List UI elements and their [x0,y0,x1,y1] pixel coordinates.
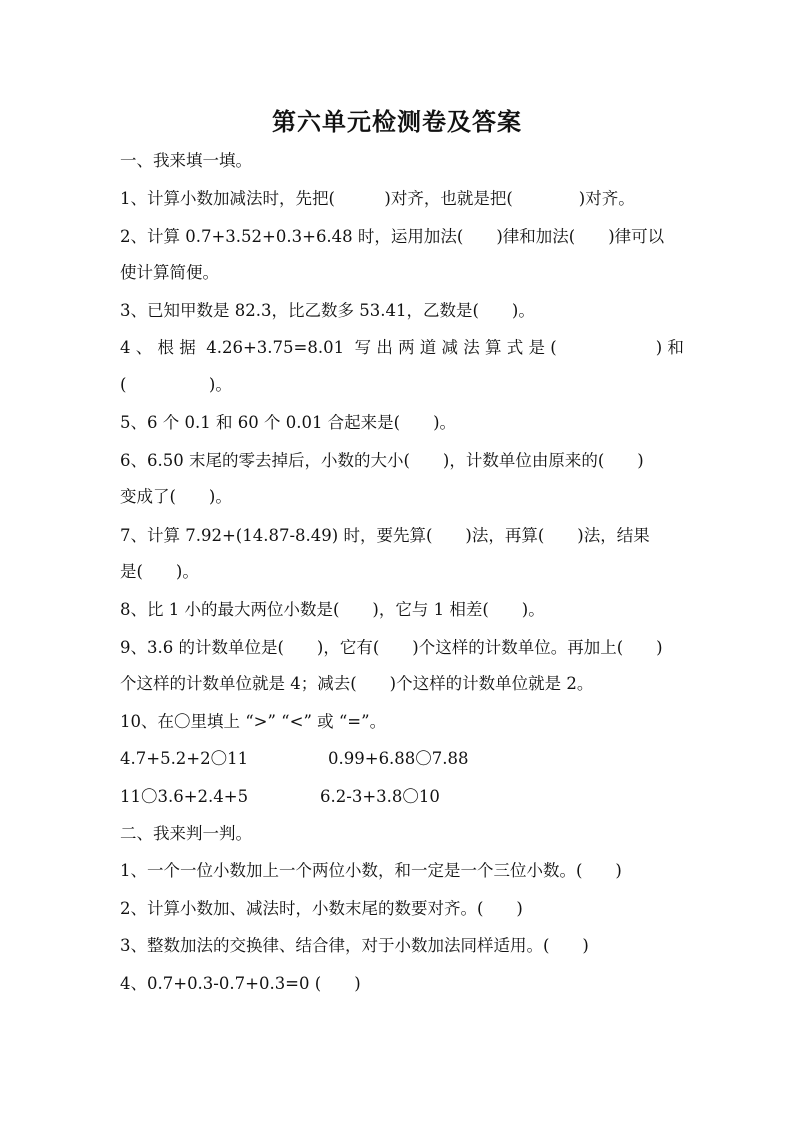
question-2-line2: 使计算简便。 [120,263,219,282]
question-9-line2: 个这样的计数单位就是 4；减去( )个这样的计数单位就是 2。 [120,674,594,693]
question-3: 3、已知甲数是 82.3，比乙数多 53.41，乙数是( )。 [120,301,535,320]
question-4-line2: ( )。 [120,375,232,394]
question-1: 1、计算小数加减法时，先把( )对齐，也就是把( )对齐。 [120,189,635,208]
question-7-line1: 7、计算 7.92+(14.87-8.49) 时，要先算( )法，再算( )法，结果 [120,526,650,545]
judge-3: 3、整数加法的交换律、结合律，对于小数加法同样适用。( ) [120,936,589,955]
question-9-line1: 9、3.6 的计数单位是( )，它有( )个这样的计数单位。再加上( ) [120,638,663,657]
question-6-line1: 6、6.50 末尾的零去掉后，小数的大小( )，计数单位由原来的( ) [120,451,644,470]
compare-item-4: 6.2-3+3.8〇10 [320,787,440,806]
question-5: 5、6 个 0.1 和 60 个 0.01 合起来是( )。 [120,413,457,432]
compare-item-1: 4.7+5.2+2〇11 [120,749,249,768]
section1-heading: 一、我来填一填。 [120,151,252,170]
judge-1: 1、一个一位小数加上一个两位小数，和一定是一个三位小数。( ) [120,861,622,880]
question-4-line1: 4 、 根 据 4.26+3.75=8.01 写 出 两 道 减 法 算 式 是 ( ) 和 [120,338,684,357]
judge-4: 4、0.7+0.3-0.7+0.3=0 ( ) [120,974,361,993]
compare-item-2: 0.99+6.88〇7.88 [328,749,469,768]
page-title: 第六单元检测卷及答案 [272,108,522,136]
question-10: 10、在〇里填上 “>” “<” 或 “=”。 [120,712,387,731]
compare-item-3: 11〇3.6+2.4+5 [120,787,249,806]
judge-2: 2、计算小数加、减法时，小数末尾的数要对齐。( ) [120,899,523,918]
question-8: 8、比 1 小的最大两位小数是( )，它与 1 相差( )。 [120,600,545,619]
question-7-line2: 是( )。 [120,562,199,581]
question-2-line1: 2、计算 0.7+3.52+0.3+6.48 时，运用加法( )律和加法( )律可以 [120,227,665,246]
section2-heading: 二、我来判一判。 [120,824,252,843]
question-6-line2: 变成了( )。 [120,487,232,506]
